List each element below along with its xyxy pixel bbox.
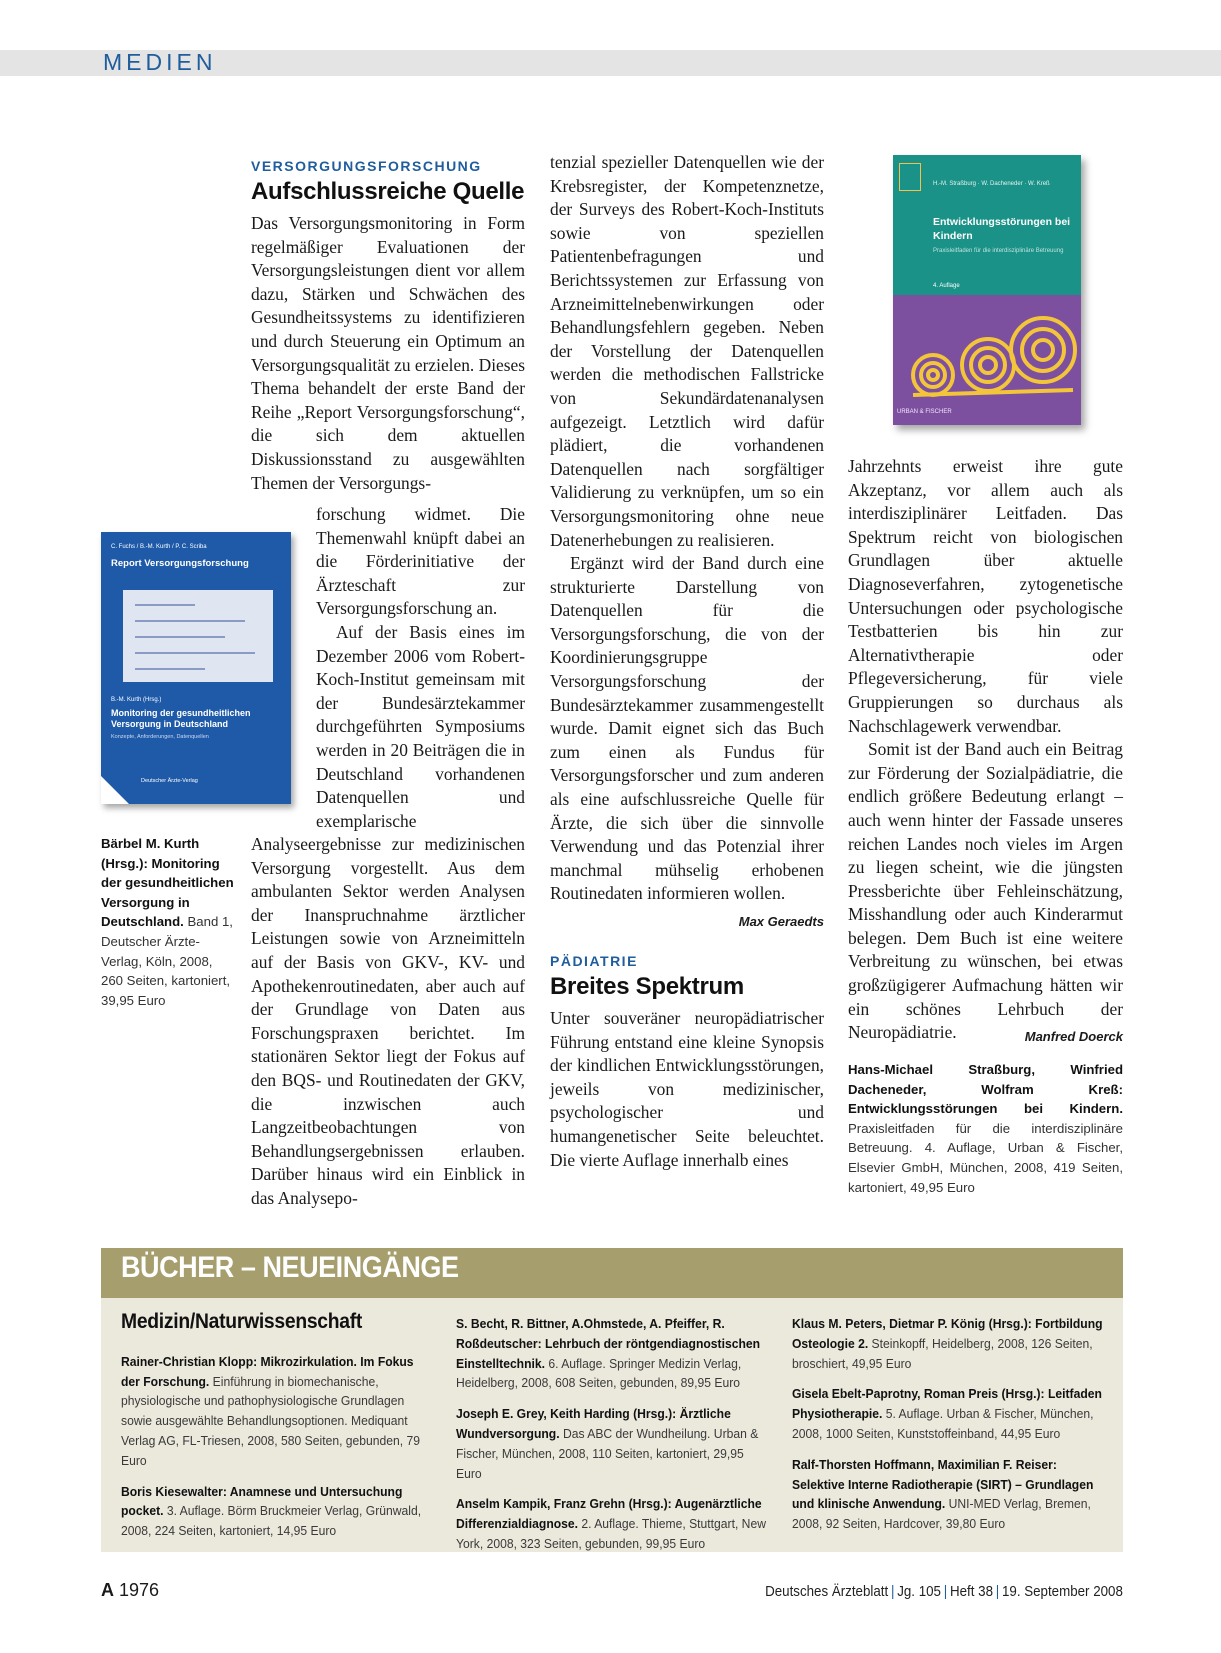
article-author: Manfred Doerck — [1024, 1029, 1123, 1045]
article-versorgung-col2 — [550, 151, 824, 934]
journal-name: Deutsches Ärzteblatt — [765, 1584, 889, 1600]
article-author: Max Geraedts — [738, 914, 824, 929]
cover-tagline: Konzepte, Anforderungen, Datenquellen — [111, 734, 209, 740]
books-column-3 — [792, 1314, 1105, 1545]
article-paragraph: Analyseergebnisse zur medizinischen Versorgung vorgestellt. Aus dem ambulanten Sektor werden Analysen der Inanspruchnahme ärztlicher Leistungen sowie von Arzneimitteln auf der Basis von GKV-, KV- und Apothekenroutinedaten, aber auch auf der Grundlage von Daten aus Forschungspraxen berichtet. Im stationären Sektor liegt der Fokus auf den BQS- und Routinedaten der GKV, die inzwischen auch Langzeitbeobachtungen von Behandlungsergebnissen erlauben. Darüber hinaus wird ein Einblick in das Analysepo- — [251, 834, 525, 1208]
book-entry-details: Steinkopff, Heidelberg, 2008, 126 Seiten, broschiert, 49,95 Euro — [792, 1335, 1093, 1371]
cover-authors: H.-M. Straßburg · W. Dacheneder · W. Kreß — [933, 181, 1050, 187]
book-entry-title: Gisela Ebelt-Paprotny, Roman Preis (Hrsg.): Leitfaden Physiotherapie. — [792, 1386, 1102, 1422]
article-text: Ergänzt wird der Band durch eine strukturierte Darstellung von Datenquellen für die Versorgungsforschung, die von der Koordinierungsgruppe Versorgungsforschung der Bundesärztekammer zusammengestellt wurde. Damit eignet sich das Buch zum einen als Fundus für Versorgungsforscher und zum anderen als eine aufschlussreiche Quelle für Ärzte, die sich über die sinnvolle Verwendung und das Potenzial ihrer manchmal mühselig erhobenen Routinedaten informieren wollen. — [550, 553, 824, 904]
book-entry-details: UNI-MED Verlag, Bremen, 2008, 92 Seiten, Hardcover, 39,80 Euro — [792, 1496, 1091, 1532]
book-entry-details: 5. Auflage. Urban & Fischer, München, 2008, 1000 Seiten, Kunststoffeinband, 44,95 Euro — [792, 1406, 1094, 1441]
book-entry-title: Ralf-Thorsten Hoffmann, Maximilian F. Reiser: Selektive Interne Radiotherapie (SIRT) – Grundlagen und klinische Anwendung. — [792, 1456, 1094, 1512]
book-cover-monitoring — [101, 532, 291, 804]
cover-title: Entwicklungsstörungen bei Kindern — [933, 216, 1071, 242]
caption-text: Praxisleitfaden für die interdisziplinäre Betreuung. 4. Auflage, Urban & Fischer, Elsevier GmbH, München, 2008, 419 Seiten, kartoniert, 49,95 Euro — [848, 1120, 1123, 1195]
books-title: BÜCHER – NEUEINGÄNGE — [121, 1251, 459, 1284]
article-versorgung-col1-bottom — [251, 833, 525, 1211]
book-entry — [792, 1314, 1105, 1373]
books-subtitle: Medizin/Naturwissenschaft — [121, 1310, 363, 1333]
footer-separator: | — [943, 1584, 948, 1600]
cover-publisher: Deutscher Ärzte-Verlag — [141, 778, 198, 784]
cover-editor: B.-M. Kurth (Hrsg.) — [111, 697, 162, 703]
article-versorgung-col1 — [251, 158, 525, 495]
caption-bold: Bärbel M. Kurth (Hrsg.): Monitoring der gesundheitlichen Versorgung in Deutschland. — [101, 836, 234, 930]
book-cover-entwicklungsstoerungen — [893, 155, 1081, 425]
journal-date: 19. September 2008 — [1002, 1584, 1123, 1600]
snails-illustration-icon — [893, 295, 1081, 425]
cover-series: Report Versorgungsforschung — [111, 558, 249, 569]
book-entry — [792, 1384, 1105, 1443]
article-paragraph: Auf der Basis eines im Dezember 2006 vom Robert-Koch-Institut gemeinsam mit der Bundesärztekammer durchgeführten Symposiums werden in 20 Beiträgen die in Deutschland vorhandenen Datenquellen und exemplarische — [316, 621, 525, 831]
cover-authors: C. Fuchs / B.-M. Kurth / P. C. Scriba — [111, 544, 207, 550]
footer-separator: | — [995, 1584, 1000, 1600]
book-entry — [121, 1482, 434, 1541]
book-entry-details: 3. Auflage. Börm Bruckmeier Verlag, Grünwald, 2008, 224 Seiten, kartoniert, 14,95 Euro — [121, 1503, 422, 1539]
cover-illustration — [123, 590, 273, 682]
cover-publisher: URBAN & FISCHER — [897, 409, 952, 415]
caption-bold: Hans-Michael Straßburg, Winfried Dacheneder, Wolfram Kreß: Entwicklungsstörungen bei Kindern. — [848, 1062, 1123, 1117]
book-entry-title: Rainer-Christian Klopp: Mikrozirkulation. Im Fokus der Forschung. — [121, 1353, 414, 1389]
book-entry — [456, 1314, 769, 1393]
article-paragraph — [550, 552, 824, 929]
article-paediatrie-col3 — [848, 455, 1123, 1049]
book-entry-title: Joseph E. Grey, Keith Harding (Hrsg.): Ärztliche Wundversorgung. — [456, 1406, 731, 1441]
article-kicker: VERSORGUNGSFORSCHUNG — [251, 158, 482, 174]
caption-text: Band 1, Deutscher Ärzte-Verlag, Köln, 2008, 260 Seiten, kartoniert, 39,95 Euro — [101, 914, 233, 1008]
article-paragraph: Das Versorgungsmonitoring in Form regelmäßiger Evaluationen der Versorgungsleistungen dient vor allem dazu, Stärken und Schwächen des Gesundheitssystems zu identifizieren und durch Steuerung ein Optimum an Versorgungsqualität zu erzielen. Dieses Thema behandelt der erste Band der Reihe „Report Versorgungsforschung“, die sich dem aktuellen Diskussionsstand zu ausgewählten Themen der Versorgungs- — [251, 213, 525, 493]
article-paragraph — [848, 738, 1123, 1045]
section-title: MEDIEN — [103, 49, 217, 75]
article-paragraph: Jahrzehnts erweist ihre gute Akzeptanz, vor allem auch als interdisziplinärer Leitfaden. Das Spektrum reicht von biologischen Grundlagen über aktuelle Diagnoseverfahren, zytogenetische Untersuchungen oder psychologische Testbatterien bis hin zur Alternativtherapie oder Pflegeversicherung, für viele Gruppierungen so durchaus als Nachschlagewerk verwendbar. — [848, 456, 1123, 736]
page-prefix: A — [101, 1580, 114, 1600]
book-entry-details: Einführung in biomechanische, physiologische und pathophysiologische Grundlagen sowie ausgewählte Behandlungsoptionen. Mediquant Verlag AG, FL-Triesen, 2008, 580 Seiten, gebunden, 79 Euro — [121, 1373, 421, 1468]
footer-separator: | — [891, 1584, 895, 1600]
article-paragraph: forschung widmet. Die Themenwahl knüpft dabei an die Förderinitiative der Ärzteschaft zur Versorgungsforschung an. — [316, 504, 525, 619]
book-entry-details: 2. Auflage. Thieme, Stuttgart, New York, 2008, 323 Seiten, gebunden, 99,95 Euro — [456, 1516, 766, 1551]
cover-edition: 4. Auflage — [933, 283, 960, 289]
article-paragraph: tenzial spezieller Datenquellen wie der Krebsregister, der Kompetenznetze, der Surveys des Robert-Koch-Instituts sowie von speziellen Patientenbefragungen und Berichtssystemen zur Erfassung von Arzneimittelnebenwirkungen oder Behandlungsfehlern gegeben. Neben der Vorstellung der Datenquellen werden die methodischen Fallstricke von Sekundärdatenanalysen aufgezeigt. Letztlich wird dafür plädiert, die vorhandenen Datenquellen nach sorgfältiger Validierung zu verknüpfen, um so ein Versorgungsmonitoring ohne neue Datenerhebungen zu realisieren. — [550, 152, 824, 550]
book-entry-title: S. Becht, R. Bittner, A.Ohmstede, A. Pfeiffer, R. Roßdeutscher: Lehrbuch der röntgendiagnostischen Einstelltechnik. — [456, 1316, 761, 1371]
page-number — [101, 1580, 159, 1601]
book-entry — [456, 1404, 769, 1483]
book-entry-title: Anselm Kampik, Franz Grehn (Hrsg.): Augenärztliche Differenzialdiagnose. — [456, 1496, 762, 1532]
article-paragraph: Unter souveräner neuropädiatrischer Führung entstand eine kleine Synopsis der kindlichen Entwicklungsstörungen, jeweils von medizinischer, psychologischer und humangenetischer Seite beleuchtet. Die vierte Auflage innerhalb eines — [550, 1008, 824, 1170]
cover-fold — [101, 776, 129, 804]
article-kicker: PÄDIATRIE — [550, 953, 638, 969]
article-versorgung-col1-narrow — [316, 503, 525, 833]
book-entry-title: Klaus M. Peters, Dietmar P. König (Hrsg.): Fortbildung Osteologie 2. — [792, 1316, 1103, 1351]
article-headline: Breites Spektrum — [550, 973, 744, 1000]
journal-issue: Heft 38 — [950, 1584, 994, 1600]
journal-footer — [765, 1584, 1123, 1600]
books-column-1 — [121, 1312, 434, 1552]
book-entry — [456, 1494, 769, 1553]
book-caption-entwicklungsstoerungen — [848, 1060, 1123, 1197]
page-number-value: 1976 — [119, 1580, 160, 1600]
publisher-logo-icon — [899, 163, 921, 191]
article-paediatrie-col2 — [550, 953, 824, 1172]
books-column-2 — [456, 1314, 769, 1565]
article-headline: Aufschlussreiche Quelle — [251, 178, 525, 205]
book-entry-title: Boris Kiesewalter: Anamnese und Untersuchung pocket. — [121, 1483, 403, 1519]
cover-subtitle: Praxisleitfaden für die interdisziplinäre Betreuung — [933, 248, 1064, 254]
book-entry-details: 6. Auflage. Springer Medizin Verlag, Heidelberg, 2008, 608 Seiten, gebunden, 89,95 Euro — [456, 1355, 742, 1391]
book-entry — [792, 1455, 1105, 1534]
book-entry — [121, 1352, 434, 1471]
article-text: Somit ist der Band auch ein Beitrag zur Förderung der Sozialpädiatrie, die endlich größere Bedeutung erlangt – auch wenn hinter der Fassade unseres reichen Landes noch vieles im Argen zu liegen scheint, wie die jüngsten Pressberichte über Fehleinschätzung, Misshandlung oder auch Kinderarmut belegen. Dem Buch ist eine weitere Verbreitung zu wünschen, bei etwas großzügigerer Aufmachung hätten wir ein schönes Lehrbuch der Neuropädiatrie. — [848, 739, 1123, 1043]
cover-title: Monitoring der gesundheitlichen Versorgung in Deutschland — [111, 708, 251, 729]
book-caption-monitoring — [101, 834, 236, 1010]
journal-volume: Jg. 105 — [897, 1584, 942, 1600]
book-entry-details: Das ABC der Wundheilung. Urban & Fischer, München, 2008, 110 Seiten, kartoniert, 29,95 Euro — [456, 1425, 759, 1481]
